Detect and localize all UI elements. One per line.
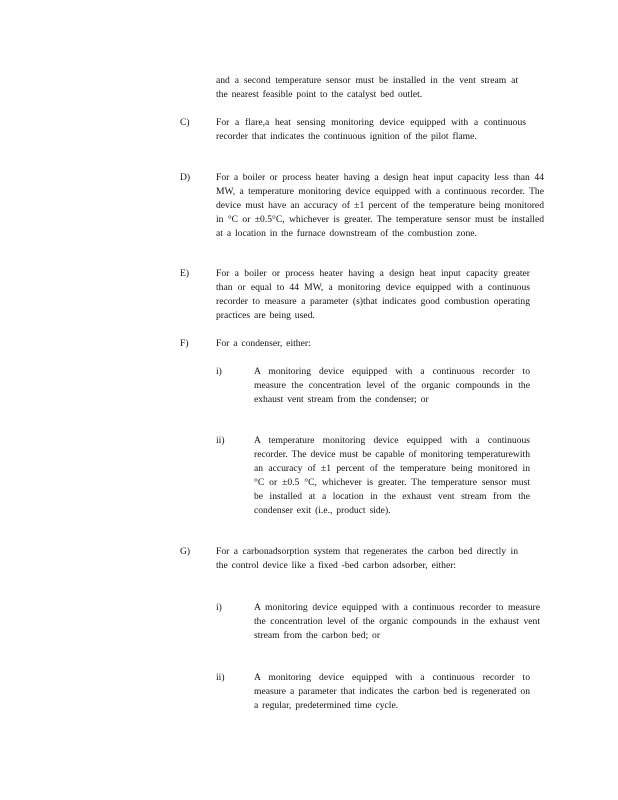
item-label-e: E) <box>180 268 190 279</box>
item-f-sub-label-ii: ii) <box>216 435 225 446</box>
item-f-sub-ii-paragraph: A temperature monitoring device equipped with a continuous recorder. The device must be capable of monitoring temperaturewith an accuracy of ±1 percent of the temperature being monitored in °C or ±0.5 °C, whichever is greater. The temperature sensor must be installed at a location in the exhaust vent stream from the condenser exit (i.e., product side). <box>254 435 530 516</box>
item-g-sub-label-i: i) <box>216 602 222 613</box>
item-g-paragraph: For a carbonadsorption system that regenerates the carbon bed directly in the control device like a fixed -bed carbon adsorber, either: <box>216 546 518 571</box>
item-d-paragraph: For a boiler or process heater having a design heat input capacity less than 44 MW, a temperature monitoring device equipped with a continuous recorder. The device must have an accuracy of ±1 percent of the temperature being monitored in °C or ±0.5°C, whichever is greater. The temperature sensor must be installed at a location in the furnace downstream of the combustion zone. <box>216 172 544 239</box>
item-f-paragraph: For a condenser, either: <box>216 338 311 349</box>
item-c-paragraph: For a flare,a heat sensing monitoring device equipped with a continuous recorder that indicates the continuous ignition of the pilot flame. <box>216 117 526 142</box>
item-label-d: D) <box>180 172 191 183</box>
item-f-sub-label-i: i) <box>216 366 222 377</box>
intro-paragraph: and a second temperature sensor must be installed in the vent stream at the nearest feasible point to the catalyst bed outlet. <box>216 75 518 100</box>
item-g-sub-i-paragraph: A monitoring device equipped with a continuous recorder to measure the concentration level of the organic compounds in the exhaust vent stream from the carbon bed; or <box>254 602 540 641</box>
item-g-sub-label-ii: ii) <box>216 672 225 683</box>
item-e-paragraph: For a boiler or process heater having a design heat input capacity greater than or equal to 44 MW, a monitoring device equipped with a continuous recorder to measure a parameter (s)that indicates good combustion operating practices are being used. <box>216 268 530 321</box>
item-g-sub-ii-paragraph: A monitoring device equipped with a continuous recorder to measure a parameter that indicates the carbon bed is regenerated on a regular, predetermined time cycle. <box>254 672 530 711</box>
item-f-sub-i-paragraph: A monitoring device equipped with a continuous recorder to measure the concentration level of the organic compounds in the exhaust vent stream from the condenser; or <box>254 366 530 405</box>
item-label-f: F) <box>180 338 189 349</box>
item-label-c: C) <box>180 117 190 128</box>
item-label-g: G) <box>180 546 191 557</box>
